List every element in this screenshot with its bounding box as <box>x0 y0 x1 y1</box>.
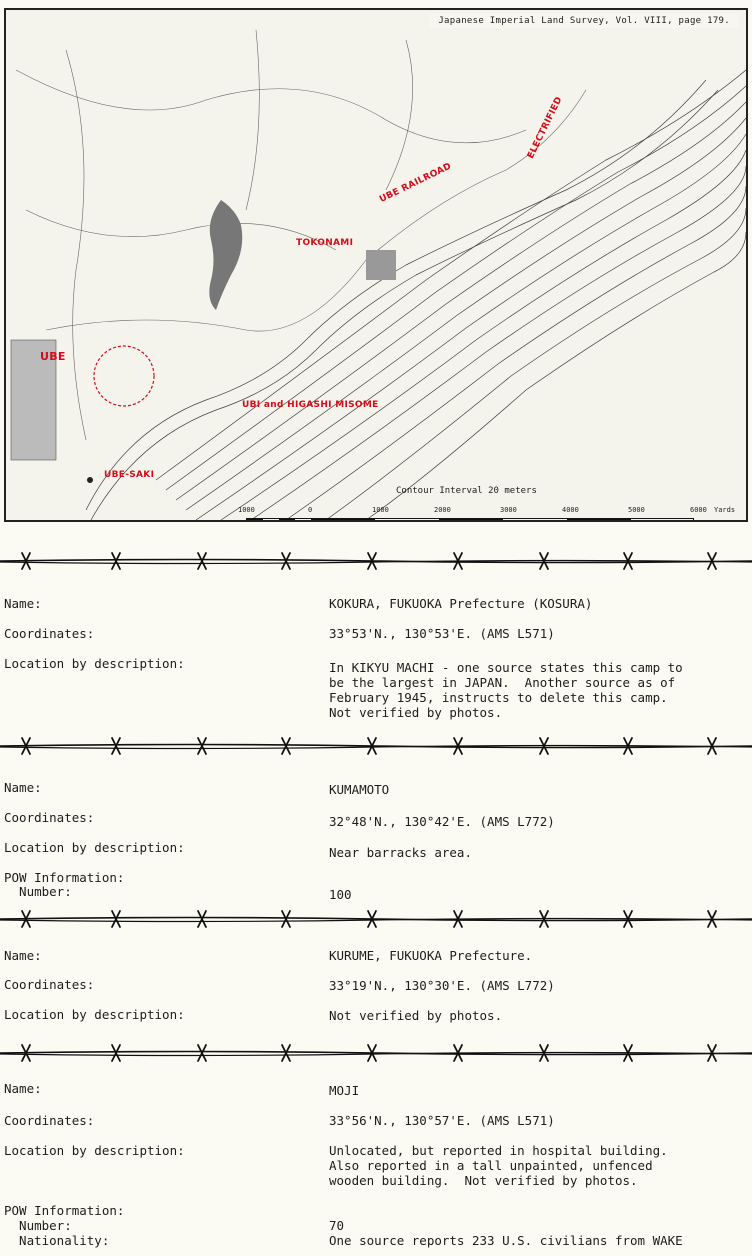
map-drawing <box>6 10 746 520</box>
entry-location-line: Not verified by photos. <box>329 705 503 720</box>
entry-name: KURUME, FUKUOKA Prefecture. <box>329 948 533 963</box>
barbed-wire-divider <box>0 1042 752 1064</box>
entry-location-line: Near barracks area. <box>329 845 472 860</box>
name-label: Name: <box>4 780 42 795</box>
map-label-ube: UBE <box>40 350 66 363</box>
entry-location-line: Not verified by photos. <box>329 1008 503 1023</box>
contour-interval-note: Contour Interval 20 meters <box>396 486 537 496</box>
coordinates-label: Coordinates: <box>4 810 95 825</box>
nationality-value: One source reports 233 U.S. civilians from WAKE <box>329 1233 683 1248</box>
entry-location-line: Unlocated, but reported in hospital building. <box>329 1143 668 1158</box>
scale-unit: Yards <box>714 506 736 514</box>
scale-tick: 4000 <box>562 506 579 514</box>
location-label: Location by description: <box>4 656 185 671</box>
pow-number-label: Number: <box>4 884 72 899</box>
map-label-tokonami: TOKONAMI <box>296 238 354 248</box>
coordinates-label: Coordinates: <box>4 626 95 641</box>
map-scale-bar <box>238 506 736 522</box>
map-label-ubi-higashi-misome: UBI and HIGASHI MISOME <box>242 400 379 410</box>
coordinates-label: Coordinates: <box>4 1113 95 1128</box>
entry-location-line: In KIKYU MACHI - one source states this camp to <box>329 660 683 675</box>
name-label: Name: <box>4 596 42 611</box>
entry-location-line: be the largest in JAPAN. Another source as of <box>329 675 676 690</box>
map-image <box>4 8 748 522</box>
scale-tick: 1000 <box>372 506 389 514</box>
entry-coordinates: 33°53'N., 130°53'E. (AMS L571) <box>329 626 555 641</box>
name-label: Name: <box>4 948 42 963</box>
entry-name: MOJI <box>329 1083 360 1098</box>
location-label: Location by description: <box>4 1143 185 1158</box>
barbed-wire-divider <box>0 550 752 572</box>
entry-name: KOKURA, FUKUOKA Prefecture (KOSURA) <box>329 596 593 611</box>
pow-number-value: 70 <box>329 1218 345 1233</box>
location-label: Location by description: <box>4 1007 185 1022</box>
scale-tick: 2000 <box>434 506 451 514</box>
scale-tick: 0 <box>308 506 313 514</box>
pow-information-label: POW Information: <box>4 1203 125 1218</box>
location-label: Location by description: <box>4 840 185 855</box>
map-label-electrified: ELECTRIFIED <box>526 95 565 161</box>
scale-tick: 5000 <box>628 506 645 514</box>
entry-location-line: Also reported in a tall unpainted, unfenced <box>329 1158 653 1173</box>
entry-location-line: February 1945, instructs to delete this camp. <box>329 690 668 705</box>
scale-tick: 6000 <box>690 506 707 514</box>
entry-location-line: wooden building. Not verified by photos. <box>329 1173 638 1188</box>
map-label-ube-railroad: UBE RAILROAD <box>378 161 454 205</box>
name-label: Name: <box>4 1081 42 1096</box>
map-source-caption: Japanese Imperial Land Survey, Vol. VIII, page 179. <box>430 14 738 28</box>
pow-number-label: Number: <box>4 1218 72 1233</box>
entry-name: KUMAMOTO <box>329 782 390 797</box>
entry-coordinates: 33°56'N., 130°57'E. (AMS L571) <box>329 1113 555 1128</box>
coordinates-label: Coordinates: <box>4 977 95 992</box>
scale-tick: 3000 <box>500 506 517 514</box>
map-label-ube-saki: UBE-SAKI <box>104 470 155 480</box>
nationality-label: Nationality: <box>4 1233 110 1248</box>
scale-tick: 1000 <box>238 506 255 514</box>
entry-coordinates: 33°19'N., 130°30'E. (AMS L772) <box>329 978 555 993</box>
pow-number-value: 100 <box>329 887 352 902</box>
entry-coordinates: 32°48'N., 130°42'E. (AMS L772) <box>329 814 555 829</box>
barbed-wire-divider <box>0 735 752 757</box>
pow-information-label: POW Information: <box>4 870 125 885</box>
barbed-wire-divider <box>0 908 752 930</box>
